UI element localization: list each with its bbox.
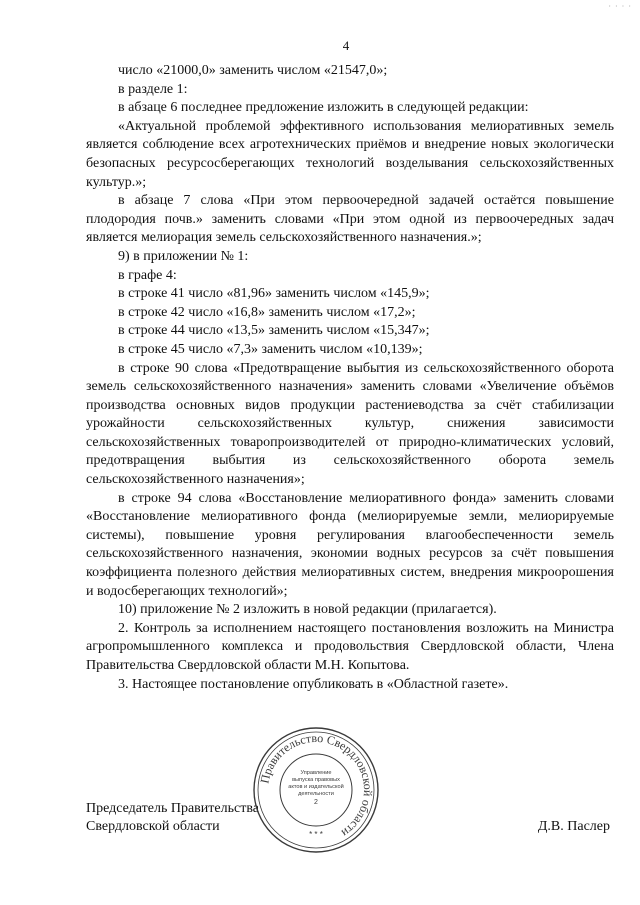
paragraph: в строке 44 число «13,5» заменить числом «15,347»; bbox=[118, 323, 430, 339]
paragraph: в графе 4: bbox=[118, 267, 177, 283]
paragraph: 2. Контроль за исполнением настоящего постановления возложить на Министра агропромышленного комплекса и продовольствия Свердловской области, Члена Правительства Свердловской области М.Н. Копытова. bbox=[86, 620, 614, 673]
paragraph: 3. Настоящее постановление опубликовать в «Областной газете». bbox=[118, 676, 509, 692]
paragraph: в строке 41 число «81,96» заменить числом «145,9»; bbox=[118, 286, 430, 302]
paragraph: 10) приложение № 2 изложить в новой редакции (прилагается). bbox=[118, 602, 497, 618]
seal-ring-text: Правительство Свердловской области bbox=[257, 730, 376, 841]
seal-inner-line: актов и издательской bbox=[288, 784, 344, 790]
paragraph: в строке 45 число «7,3» заменить числом «10,139»; bbox=[118, 341, 423, 357]
corner-mark: · · · · bbox=[608, 2, 632, 11]
signatory-title-line: Свердловской области bbox=[86, 819, 220, 834]
paragraph: в абзаце 6 последнее предложение изложить в следующей редакции: bbox=[118, 100, 529, 116]
paragraph: число «21000,0» заменить числом «21547,0»; bbox=[118, 63, 388, 78]
paragraph: в строке 42 число «16,8» заменить числом «17,2»; bbox=[118, 304, 416, 320]
seal-inner-line: деятельности bbox=[298, 791, 334, 797]
seal-inner-number: 2 bbox=[314, 799, 318, 806]
signatory-title-line: Председатель Правительства bbox=[86, 801, 259, 816]
paragraph: в абзаце 7 слова «При этом первоочередной задачей остаётся повышение плодородия почв.» заменить словами «При этом одной из первоочередных задач является мелиорация земель сельскохозяйственного назначения.»; bbox=[86, 193, 614, 246]
seal-stars: * * * bbox=[309, 830, 323, 839]
paragraph: 9) в приложении № 1: bbox=[118, 248, 249, 264]
page-number: 4 bbox=[342, 38, 350, 53]
official-seal bbox=[250, 724, 382, 856]
paragraph: в строке 90 слова «Предотвращение выбытия из сельскохозяйственного оборота земель сельскохозяйственного назначения» заменить словами «Увеличение объёмов производства основных видов продукции растениеводства за счёт стабилизации урожайности сельскохозяйственных культур, снижения зависимости сельскохозяйственных товаропроизводителей от природно-климатических условий, предотвращения выбытия из сельскохозяйственного оборота земель сельскохозяйственного назначения»; bbox=[86, 360, 614, 488]
signatory-name: Д.В. Паслер bbox=[537, 819, 610, 834]
signatory-title bbox=[86, 800, 259, 836]
document-body bbox=[86, 62, 614, 694]
seal-inner-line: Управление bbox=[300, 770, 332, 776]
seal-inner-line: выпуска правовых bbox=[292, 777, 340, 783]
paragraph: в строке 94 слова «Восстановление мелиоративного фонда» заменить словами «Восстановление мелиоративного фонда (мелиорируемые земли, мелиорируемые системы), повышение уровня регулирования влагообеспеченности земель сельскохозяйственного назначения, экономии водных ресурсов за счёт повышения коэффициента полезного действия мелиоративных систем, внедрения микроорошения и водосберегающих технологий»; bbox=[86, 490, 614, 599]
paragraph: «Актуальной проблемой эффективного использования мелиоративных земель является соблюдение всех агротехнических приёмов и внедрение новых экологически безопасных ресурсосберегающих технологий возделывания сельскохозяйственных культур.»; bbox=[86, 118, 614, 190]
paragraph: в разделе 1: bbox=[118, 81, 188, 97]
